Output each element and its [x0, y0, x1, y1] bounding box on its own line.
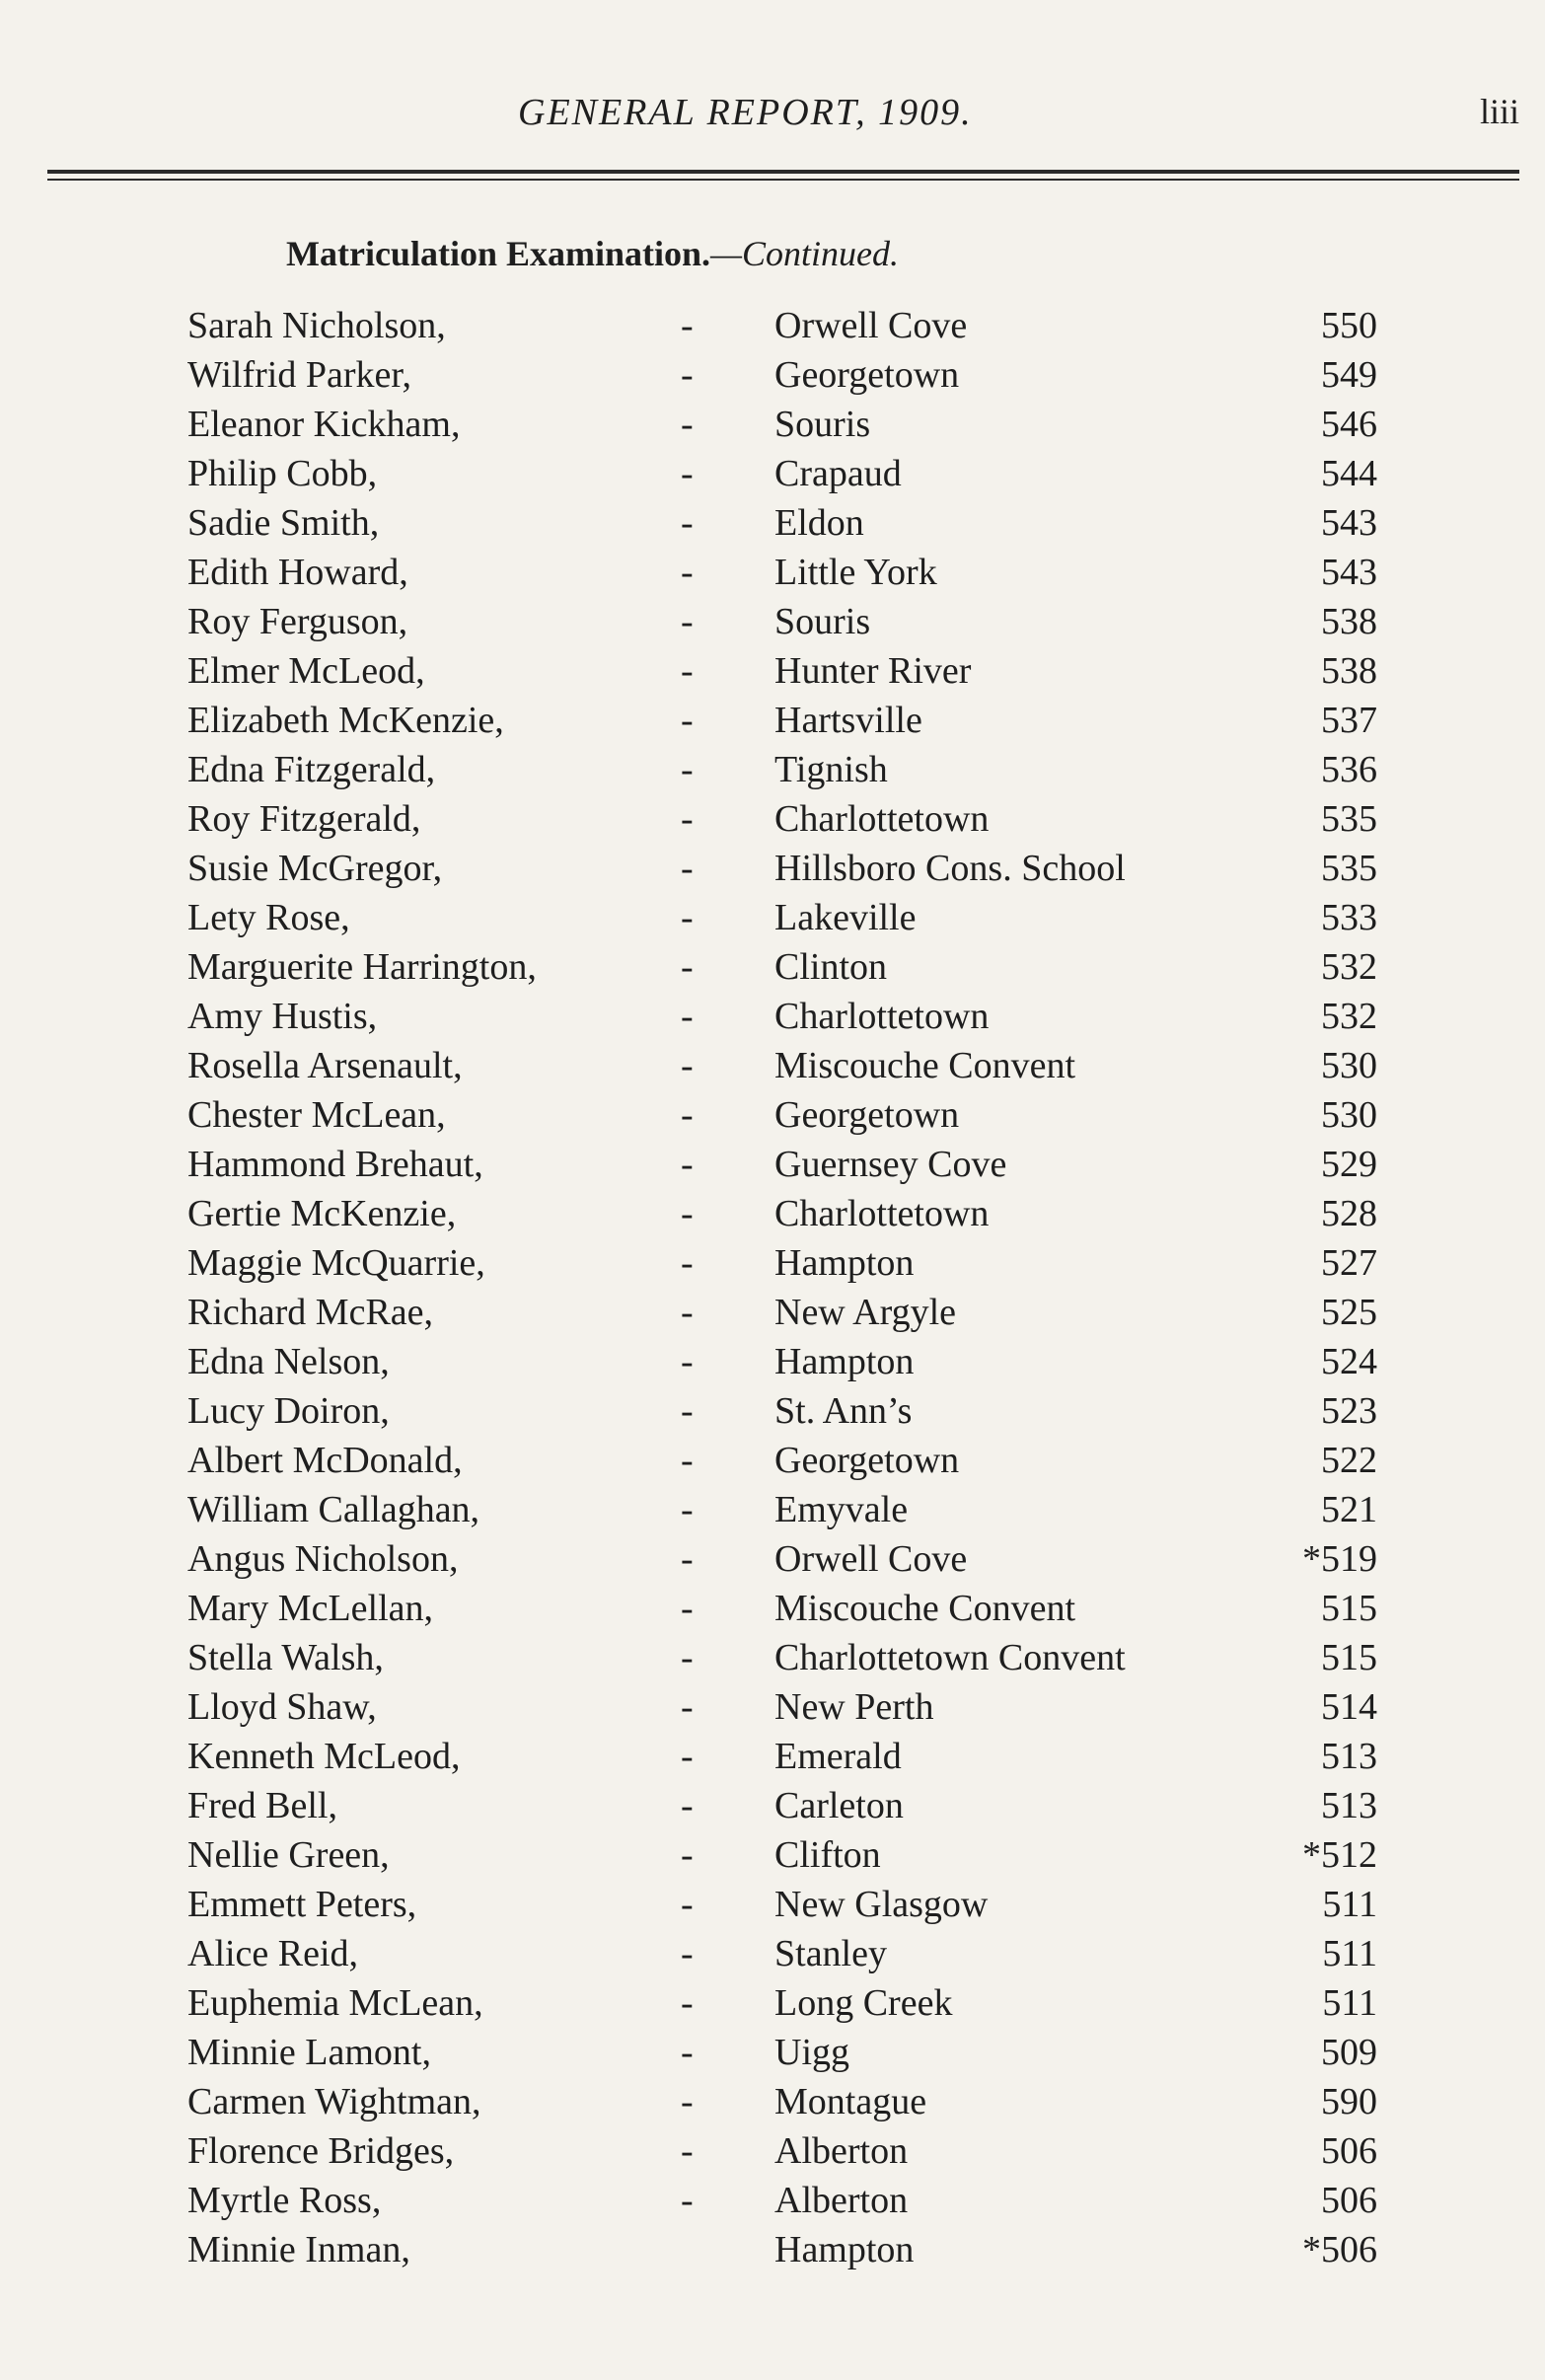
school-location: Clinton	[774, 946, 888, 988]
score-value: 513	[1321, 1736, 1377, 1777]
school-location: New Perth	[774, 1686, 934, 1728]
separator-dash: -	[681, 1094, 694, 1136]
list-item	[0, 1830, 1545, 1880]
list-item	[0, 301, 1545, 350]
candidate-name: Gertie McKenzie,	[187, 1193, 457, 1234]
score-value: 524	[1321, 1341, 1377, 1382]
candidate-name: Alice Reid,	[187, 1933, 359, 1974]
list-item	[0, 942, 1545, 992]
separator-dash: -	[681, 601, 694, 642]
list-item	[0, 794, 1545, 844]
list-item	[0, 1436, 1545, 1485]
list-item	[0, 1880, 1545, 1929]
candidate-name: Minnie Lamont,	[187, 2032, 431, 2073]
school-location: Uigg	[774, 2032, 849, 2073]
separator-dash: -	[681, 1588, 694, 1629]
candidate-name: Euphemia McLean,	[187, 1982, 483, 2024]
list-item	[0, 1978, 1545, 2028]
candidate-name: Fred Bell,	[187, 1785, 337, 1826]
school-location: Hampton	[774, 1341, 915, 1382]
score-value: 543	[1321, 552, 1377, 593]
list-item	[0, 844, 1545, 893]
school-location: Charlottetown	[774, 996, 990, 1037]
running-title: GENERAL REPORT, 1909.	[518, 92, 973, 133]
list-item	[0, 1485, 1545, 1534]
score-value: 511	[1322, 1933, 1377, 1974]
candidate-name: Mary McLellan,	[187, 1588, 434, 1629]
list-item	[0, 548, 1545, 597]
list-item	[0, 745, 1545, 794]
separator-dash: -	[681, 798, 694, 840]
running-head	[0, 91, 1545, 150]
list-item	[0, 2176, 1545, 2225]
candidate-name: Philip Cobb,	[187, 453, 378, 494]
school-location: Guernsey Cove	[774, 1144, 1007, 1185]
candidate-name: Lloyd Shaw,	[187, 1686, 377, 1728]
school-location: Long Creek	[774, 1982, 953, 2024]
school-location: Alberton	[774, 2180, 909, 2221]
school-location: Miscouche Convent	[774, 1045, 1076, 1086]
separator-dash: -	[681, 1045, 694, 1086]
score-value: 506	[1321, 2130, 1377, 2172]
separator-dash: -	[681, 700, 694, 741]
score-value: 530	[1321, 1045, 1377, 1086]
school-location: Souris	[774, 601, 871, 642]
list-item	[0, 1534, 1545, 1584]
score-value: 511	[1322, 1982, 1377, 2024]
candidate-name: Lucy Doiron,	[187, 1390, 390, 1432]
candidate-name: Marguerite Harrington,	[187, 946, 537, 988]
list-item	[0, 1140, 1545, 1189]
separator-dash: -	[681, 354, 694, 396]
score-value: 535	[1321, 848, 1377, 889]
candidate-name: Angus Nicholson,	[187, 1538, 459, 1580]
score-value: *506	[1302, 2229, 1377, 2270]
list-item	[0, 449, 1545, 498]
separator-dash: -	[681, 650, 694, 692]
candidate-name: Rosella Arsenault,	[187, 1045, 463, 1086]
list-item	[0, 1633, 1545, 1682]
separator-dash: -	[681, 2180, 694, 2221]
score-value: 509	[1321, 2032, 1377, 2073]
school-location: Georgetown	[774, 1094, 960, 1136]
list-item	[0, 1929, 1545, 1978]
score-value: *512	[1302, 1834, 1377, 1876]
candidate-name: Florence Bridges,	[187, 2130, 455, 2172]
candidate-name: Elmer McLeod,	[187, 650, 425, 692]
separator-dash: -	[681, 1884, 694, 1925]
score-value: 528	[1321, 1193, 1377, 1234]
score-value: 537	[1321, 700, 1377, 741]
candidate-name: Sarah Nicholson,	[187, 305, 446, 346]
school-location: Stanley	[774, 1933, 887, 1974]
separator-dash: -	[681, 946, 694, 988]
separator-dash: -	[681, 453, 694, 494]
school-location: New Glasgow	[774, 1884, 989, 1925]
score-value: 506	[1321, 2180, 1377, 2221]
separator-dash: -	[681, 1834, 694, 1876]
separator-dash: -	[681, 1144, 694, 1185]
list-item	[0, 2028, 1545, 2077]
candidate-name: Edna Nelson,	[187, 1341, 390, 1382]
candidate-name: Susie McGregor,	[187, 848, 443, 889]
separator-dash: -	[681, 1538, 694, 1580]
separator-dash: -	[681, 749, 694, 790]
separator-dash: -	[681, 1489, 694, 1530]
separator-dash: -	[681, 1686, 694, 1728]
separator-dash: -	[681, 1982, 694, 2024]
separator-dash: -	[681, 848, 694, 889]
school-location: New Argyle	[774, 1292, 956, 1333]
score-value: 538	[1321, 601, 1377, 642]
score-value: 515	[1321, 1588, 1377, 1629]
separator-dash: -	[681, 1785, 694, 1826]
candidate-name: Edna Fitzgerald,	[187, 749, 436, 790]
candidate-name: Elizabeth McKenzie,	[187, 700, 504, 741]
school-location: Emerald	[774, 1736, 902, 1777]
page-number: liii	[1480, 92, 1520, 131]
score-value: 522	[1321, 1440, 1377, 1481]
separator-dash: -	[681, 1440, 694, 1481]
list-item	[0, 597, 1545, 646]
separator-dash: -	[681, 502, 694, 544]
score-value: 527	[1321, 1242, 1377, 1284]
list-item	[0, 1584, 1545, 1633]
list-item	[0, 1386, 1545, 1436]
score-value: 546	[1321, 404, 1377, 445]
school-location: St. Ann’s	[774, 1390, 913, 1432]
school-location: Georgetown	[774, 1440, 960, 1481]
school-location: Orwell Cove	[774, 1538, 968, 1580]
school-location: Lakeville	[774, 897, 917, 938]
candidate-name: Emmett Peters,	[187, 1884, 417, 1925]
school-location: Montague	[774, 2081, 927, 2122]
school-location: Carleton	[774, 1785, 904, 1826]
school-location: Hampton	[774, 1242, 915, 1284]
candidate-name: Minnie Inman,	[187, 2229, 410, 2270]
candidate-name: Amy Hustis,	[187, 996, 378, 1037]
score-value: 544	[1321, 453, 1377, 494]
school-location: Hampton	[774, 2229, 915, 2270]
list-item	[0, 1238, 1545, 1288]
candidate-name: Sadie Smith,	[187, 502, 380, 544]
candidate-name: Chester McLean,	[187, 1094, 446, 1136]
candidate-name: Kenneth McLeod,	[187, 1736, 461, 1777]
list-item	[0, 2225, 1545, 2274]
school-location: Hillsboro Cons. School	[774, 848, 1126, 889]
school-location: Tignish	[774, 749, 888, 790]
score-value: 535	[1321, 798, 1377, 840]
school-location: Charlottetown Convent	[774, 1637, 1126, 1678]
list-item	[0, 2126, 1545, 2176]
list-item	[0, 1090, 1545, 1140]
score-value: 525	[1321, 1292, 1377, 1333]
section-heading	[286, 233, 899, 274]
score-value: 549	[1321, 354, 1377, 396]
separator-dash: -	[681, 897, 694, 938]
separator-dash: -	[681, 552, 694, 593]
school-location: Miscouche Convent	[774, 1588, 1076, 1629]
score-value: 513	[1321, 1785, 1377, 1826]
candidate-name: Hammond Brehaut,	[187, 1144, 483, 1185]
list-item	[0, 893, 1545, 942]
score-value: 530	[1321, 1094, 1377, 1136]
list-item	[0, 400, 1545, 449]
separator-dash: -	[681, 404, 694, 445]
list-item	[0, 646, 1545, 696]
school-location: Souris	[774, 404, 871, 445]
separator-dash: -	[681, 305, 694, 346]
header-rule-thin	[47, 179, 1519, 181]
separator-dash: -	[681, 1341, 694, 1382]
candidate-name: Eleanor Kickham,	[187, 404, 461, 445]
score-value: *519	[1302, 1538, 1377, 1580]
list-item	[0, 1041, 1545, 1090]
list-item	[0, 1189, 1545, 1238]
school-location: Charlottetown	[774, 798, 990, 840]
score-value: 533	[1321, 897, 1377, 938]
school-location: Hartsville	[774, 700, 922, 741]
candidate-name: Wilfrid Parker,	[187, 354, 411, 396]
list-item	[0, 1337, 1545, 1386]
score-value: 532	[1321, 996, 1377, 1037]
separator-dash: -	[681, 996, 694, 1037]
score-value: 590	[1321, 2081, 1377, 2122]
list-item	[0, 992, 1545, 1041]
score-value: 543	[1321, 502, 1377, 544]
candidate-name: Nellie Green,	[187, 1834, 390, 1876]
list-item	[0, 1732, 1545, 1781]
score-value: 511	[1322, 1884, 1377, 1925]
score-value: 523	[1321, 1390, 1377, 1432]
school-location: Crapaud	[774, 453, 902, 494]
separator-dash: -	[681, 1736, 694, 1777]
candidate-name: Myrtle Ross,	[187, 2180, 382, 2221]
section-continued-label: —Continued.	[710, 234, 900, 273]
candidate-name: Stella Walsh,	[187, 1637, 384, 1678]
section-title: Matriculation Examination.	[286, 234, 710, 273]
candidate-name: William Callaghan,	[187, 1489, 480, 1530]
school-location: Alberton	[774, 2130, 909, 2172]
separator-dash: -	[681, 1637, 694, 1678]
school-location: Clifton	[774, 1834, 881, 1876]
candidate-name: Carmen Wightman,	[187, 2081, 481, 2122]
separator-dash: -	[681, 1292, 694, 1333]
list-item	[0, 696, 1545, 745]
school-location: Eldon	[774, 502, 864, 544]
candidate-name: Albert McDonald,	[187, 1440, 463, 1481]
separator-dash: -	[681, 2081, 694, 2122]
separator-dash: -	[681, 1242, 694, 1284]
score-value: 538	[1321, 650, 1377, 692]
school-location: Charlottetown	[774, 1193, 990, 1234]
candidate-name: Lety Rose,	[187, 897, 350, 938]
school-location: Emyvale	[774, 1489, 909, 1530]
school-location: Hunter River	[774, 650, 972, 692]
separator-dash: -	[681, 1933, 694, 1974]
candidate-name: Edith Howard,	[187, 552, 408, 593]
separator-dash: -	[681, 1390, 694, 1432]
candidate-name: Maggie McQuarrie,	[187, 1242, 485, 1284]
list-item	[0, 2077, 1545, 2126]
score-value: 529	[1321, 1144, 1377, 1185]
score-value: 532	[1321, 946, 1377, 988]
score-value: 514	[1321, 1686, 1377, 1728]
list-item	[0, 350, 1545, 400]
list-item	[0, 1781, 1545, 1830]
score-value: 550	[1321, 305, 1377, 346]
separator-dash: -	[681, 2032, 694, 2073]
separator-dash: -	[681, 2130, 694, 2172]
score-value: 536	[1321, 749, 1377, 790]
school-location: Orwell Cove	[774, 305, 968, 346]
list-item	[0, 1288, 1545, 1337]
score-value: 515	[1321, 1637, 1377, 1678]
list-item	[0, 1682, 1545, 1732]
candidate-name: Richard McRae,	[187, 1292, 434, 1333]
separator-dash: -	[681, 1193, 694, 1234]
list-item	[0, 498, 1545, 548]
score-value: 521	[1321, 1489, 1377, 1530]
results-list	[0, 301, 1545, 2274]
header-rule-thick	[47, 170, 1519, 174]
school-location: Georgetown	[774, 354, 960, 396]
school-location: Little York	[774, 552, 937, 593]
candidate-name: Roy Fitzgerald,	[187, 798, 421, 840]
candidate-name: Roy Ferguson,	[187, 601, 408, 642]
